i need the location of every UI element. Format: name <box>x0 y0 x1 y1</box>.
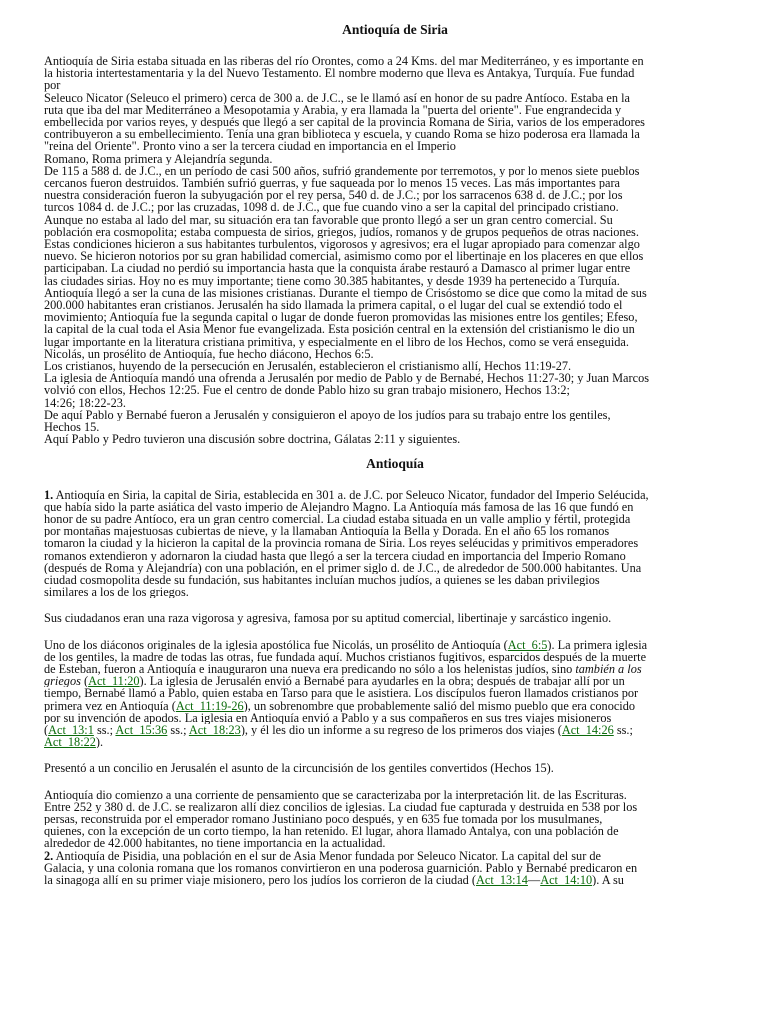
paragraph-line: participaban. La ciudad no perdió su importancia hasta que la conquista árabe restauró a Damasco al primer lugar entre <box>44 262 631 275</box>
paragraph-line: alrededor de 42.000 habitantes, no tiene importancia en la actualidad. <box>44 837 386 850</box>
page-title: Antioquía de Siria <box>342 22 448 37</box>
paragraph-line: quienes, con la excepción de un corto tiempo, la han retenido. El lugar, ahora llamado Antalya, con una población de <box>44 825 619 838</box>
paragraph-line: persas, reconstruida por el emperador romano Justiniano poco después, y en 635 fue tomada por los musulmanes, <box>44 812 603 826</box>
paragraph-line: romanos extendieron y adornaron la ciudad hasta que llegó a ser la tercera ciudad en importancia del Imperio Romano <box>44 549 626 562</box>
paragraph-line: Estas condiciones hicieron a sus habitantes turbulentos, vigorosos y agresivos; era el lugar apropiado para comenzar algo <box>44 238 640 251</box>
paragraph-line: Antioquía dio comienzo a una corriente de pensamiento que se caracterizaba por la interpretación lit. de las Escrituras. <box>44 788 627 801</box>
scripture-link[interactable]: Act_13:14 <box>475 873 528 887</box>
scripture-link[interactable]: Act_14:10 <box>540 873 593 887</box>
paragraph-line: Aquí Pablo y Pedro tuvieron una discusión sobre doctrina, Gálatas 2:11 y siguientes. <box>44 433 461 446</box>
scripture-link[interactable]: Act_14:26 <box>561 723 614 737</box>
list-number: 2. <box>44 849 54 862</box>
paragraph-line: cercanos fueron destruidos. También sufrió guerras, y fue saqueada por lo menos 15 veces. Las más importantes para <box>44 177 620 190</box>
paragraph-line: Nicolás, un prosélito de Antioquía, fue hecho diácono, Hechos 6:5. <box>44 347 374 361</box>
paragraph-line: que había sido la parte asiática del vasto imperio de Alejandro Magno. La Antioquía más famosa de las 16 que fundó en <box>44 500 634 513</box>
italic-text: también a los <box>575 662 642 676</box>
paragraph-line: ciudad cosmopolita desde su fundación, sus habitantes incluían muchos judíos, a quienes se les daban privilegios <box>44 573 600 587</box>
paragraph-line: "reina del Oriente". Pronto vino a ser la tercera ciudad en importancia en el Imperio <box>44 140 456 153</box>
paragraph-line: nuestra consideración fueron la subyugación por el rey persa, 540 d. de J.C.; por los sarracenos 638 d. de J.C.; por los <box>44 189 623 202</box>
paragraph-line: Antioquía de Siria estaba situada en las riberas del río Orontes, como a 24 Kms. del mar Mediterráneo, y es importante en <box>44 55 644 68</box>
paragraph-line: nuevo. Se hicieron notorios por su gran habilidad comercial, asimismo como por el libertinaje en los placeres en que ellos <box>44 250 644 263</box>
paragraph-line: la capital de la cual toda el Asia Menor fue evangelizada. Esta posición central en la extensión del cristianismo le dio un <box>44 323 635 336</box>
paragraph-6: 2. Antioquía de Pisidia, una población en el sur de Asia Menor fundada por Seleuco Nicator. La capital del sur de Galacia, y una colonia romana que los romanos convirtieron en una poderosa guarnición. Pablo y Bernabé predicaron en la sinagoga allí en su primer viaje misionero, pero los judíos los corrieron de la ciudad (Act_13:14—Act_14:10). A su <box>44 849 638 887</box>
paragraph-line: similares a los de los griegos. <box>44 586 189 599</box>
paragraph-4: Presentó a un concilio en Jerusalén el asunto de la circuncisión de los gentiles convertidos (Hechos 15). <box>44 762 554 775</box>
scripture-link[interactable]: Act_11:20 <box>88 675 140 688</box>
scripture-link[interactable]: Act_6:5 <box>507 638 548 651</box>
italic-text: griegos <box>44 675 81 688</box>
paragraph-line: Seleuco Nicator (Seleuco el primero) cerca de 300 a. de J.C., se le llamó así en honor de su padre Antíoco. Estaba en la <box>44 91 630 104</box>
paragraph-line: la historia intertestamentaria y la del Nuevo Testamento. El nombre moderno que lleva es Antakya, Turquía. Fue fundad <box>44 67 635 80</box>
paragraph-line: las ciudades sirias. Hoy no es muy importante; tiene como 30.385 habitantes, y desde 1939 ha pertenecido a Turquía. <box>44 274 620 287</box>
paragraph-line: Antioquía llegó a ser la cuna de las misiones cristianas. Durante el tiempo de Crisóstomo se dice que como la mitad de sus <box>44 286 647 300</box>
paragraph-1 <box>44 489 746 599</box>
section-heading-antioquia: Antioquía <box>366 455 424 471</box>
paragraph-line: lugar importante en la literatura cristiana primitiva, y especialmente en el libro de los Hechos, como se verá enseguida. <box>44 335 629 348</box>
paragraph-line: Romano, Roma primera y Alejandría segunda. <box>44 152 273 165</box>
paragraph-line: De aquí Pablo y Bernabé fueron a Jerusalén y consiguieron el apoyo de los judíos para su trabajo entre los gentiles, <box>44 408 611 422</box>
paragraph-line: volvió con ellos, Hechos 12:25. Fue el centro de donde Pablo hizo su gran trabajo misionero, Hechos 13:2; <box>44 384 570 397</box>
paragraph-line: por montañas majestuosas cubiertas de nieve, y la llamaban Antioquía la Bella y Dorada. En el año 65 los romanos <box>44 525 610 538</box>
scripture-link[interactable]: Act_11:19-26 <box>175 699 244 712</box>
paragraph-line: 14:26; 18:22-23. <box>44 396 126 409</box>
paragraph-line: por <box>44 79 61 92</box>
paragraph-line: La iglesia de Antioquía mandó una ofrenda a Jerusalén por medio de Pablo y de Bernabé, Hechos 11:27-30; y Juan Marcos <box>44 372 649 385</box>
paragraph-line: Hechos 15. <box>44 421 100 434</box>
section-antioquia-de-siria <box>44 55 746 446</box>
list-number: 1. <box>44 488 54 501</box>
paragraph-line: movimiento; Antioquía fue la segunda capital o lugar de donde fueron promovidas las misiones entre los gentiles; Efeso, <box>44 311 638 324</box>
paragraph-line: honor de su padre Antíoco, era un gran centro comercial. La ciudad estaba situada en un valle amplio y fértil, protegida <box>44 512 631 526</box>
paragraph-line: tomaron la ciudad y la hicieron la capital de la provincia romana de Siria. Los reyes seléucidas y primitivos emperadores <box>44 537 639 550</box>
scripture-link[interactable]: Act_18:22 <box>44 736 96 749</box>
paragraph-line: turcos 1084 d. de J.C.; por las cruzadas, 1098 d. de J.C., que fue cuando vino a ser la capital del principado cristiano. <box>44 201 619 214</box>
paragraph-line: embellecida por varios reyes, y después que llegó a ser capital de la provincia Romana de Siria, varios de los emperadores <box>44 116 645 129</box>
paragraph-line: Aunque no estaba al lado del mar, su situación era tan favorable que pronto llegó a ser un gran centro comercial. Su <box>44 213 613 226</box>
paragraph-line: Los cristianos, huyendo de la persecución en Jerusalén, establecieron el cristianismo allí, Hechos 11:19-27. <box>44 360 572 373</box>
scripture-link[interactable]: Act_18:23 <box>188 723 241 737</box>
paragraph-line: De 115 a 588 d. de J.C., en un período de casi 500 años, sufrió grandemente por terremotos, y por lo menos siete pueblos <box>44 164 640 178</box>
paragraph-3: Uno de los diáconos originales de la iglesia apostólica fue Nicolás, un prosélito de Antioquía (Act_6:5). La primera iglesia de los gentiles, la madre de todas las otras, fue fundada aquí. Muchos cristianos fugitivos, esparcidos después de la muerte de Esteban, fueron a Antioquía e inauguraron una nueva era predicando no sólo a los helenistas judíos, sino también a los griegos (Act_11:20). La iglesia de Jerusalén envió a Bernabé para ayudarles en la obra; después de trabajar allí por un tiempo, Bernabé llamó a Pablo, quien estaba en Tarso para que le asistiera. Los discípulos fueron llamados cristianos por primera vez en Antioquía (Act_11:19-26), un sobrenombre que probablemente salió del mismo pueblo que era conocido por su invención de apodos. La iglesia en Antioquía envió a Pablo y a sus compañeros en sus tres viajes misioneros (Act_13:1 ss.; Act_15:36 ss.; Act_18:23), y él les dio un informe a su regreso de los primeros dos viajes (Act_14:26 ss.; Act_18:22). <box>44 638 648 749</box>
paragraph-line: 1. Antioquía en Siria, la capital de Siria, establecida en 301 a. de J.C. por Seleuco Nicator, fundador del Imperio Seléucida, <box>44 488 649 501</box>
paragraph-line: población era cosmopolita; estaba compuesta de sirios, griegos, judíos, romanos y de grupos pequeños de otras naciones. <box>44 225 639 239</box>
paragraph-line: (después de Roma y Alejandría) con una población, en el primer siglo d. de J.C., de alrededor de 500.000 habitantes. Una <box>44 561 642 574</box>
paragraph-line: ruta que iba del mar Mediterráneo a Mesopotamia y Arabia, y era llamada la "puerta del oriente". Fue engrandecida y <box>44 103 622 117</box>
paragraph-5 <box>44 789 746 850</box>
paragraph-line: Entre 252 y 380 d. de J.C. se realizaron allí diez concilios de iglesias. La ciudad fue capturada y destruida en 538 por los <box>44 800 638 813</box>
paragraph-line: 200.000 habitantes eran cristianos. Jerusalén ha sido llamada la primera capital, o el lugar del cual se extendió todo el <box>44 299 623 312</box>
paragraph-2: Sus ciudadanos eran una raza vigorosa y agresiva, famosa por su aptitud comercial, libertinaje y sarcástico ingenio. <box>44 612 612 625</box>
scripture-link[interactable]: Act_13:1 <box>48 723 94 737</box>
paragraph-line: contribuyeron a su embellecimiento. Tenía una gran biblioteca y escuela, y cuando Roma se hizo poderosa era llamada la <box>44 128 640 141</box>
scripture-link[interactable]: Act_15:36 <box>115 723 168 737</box>
